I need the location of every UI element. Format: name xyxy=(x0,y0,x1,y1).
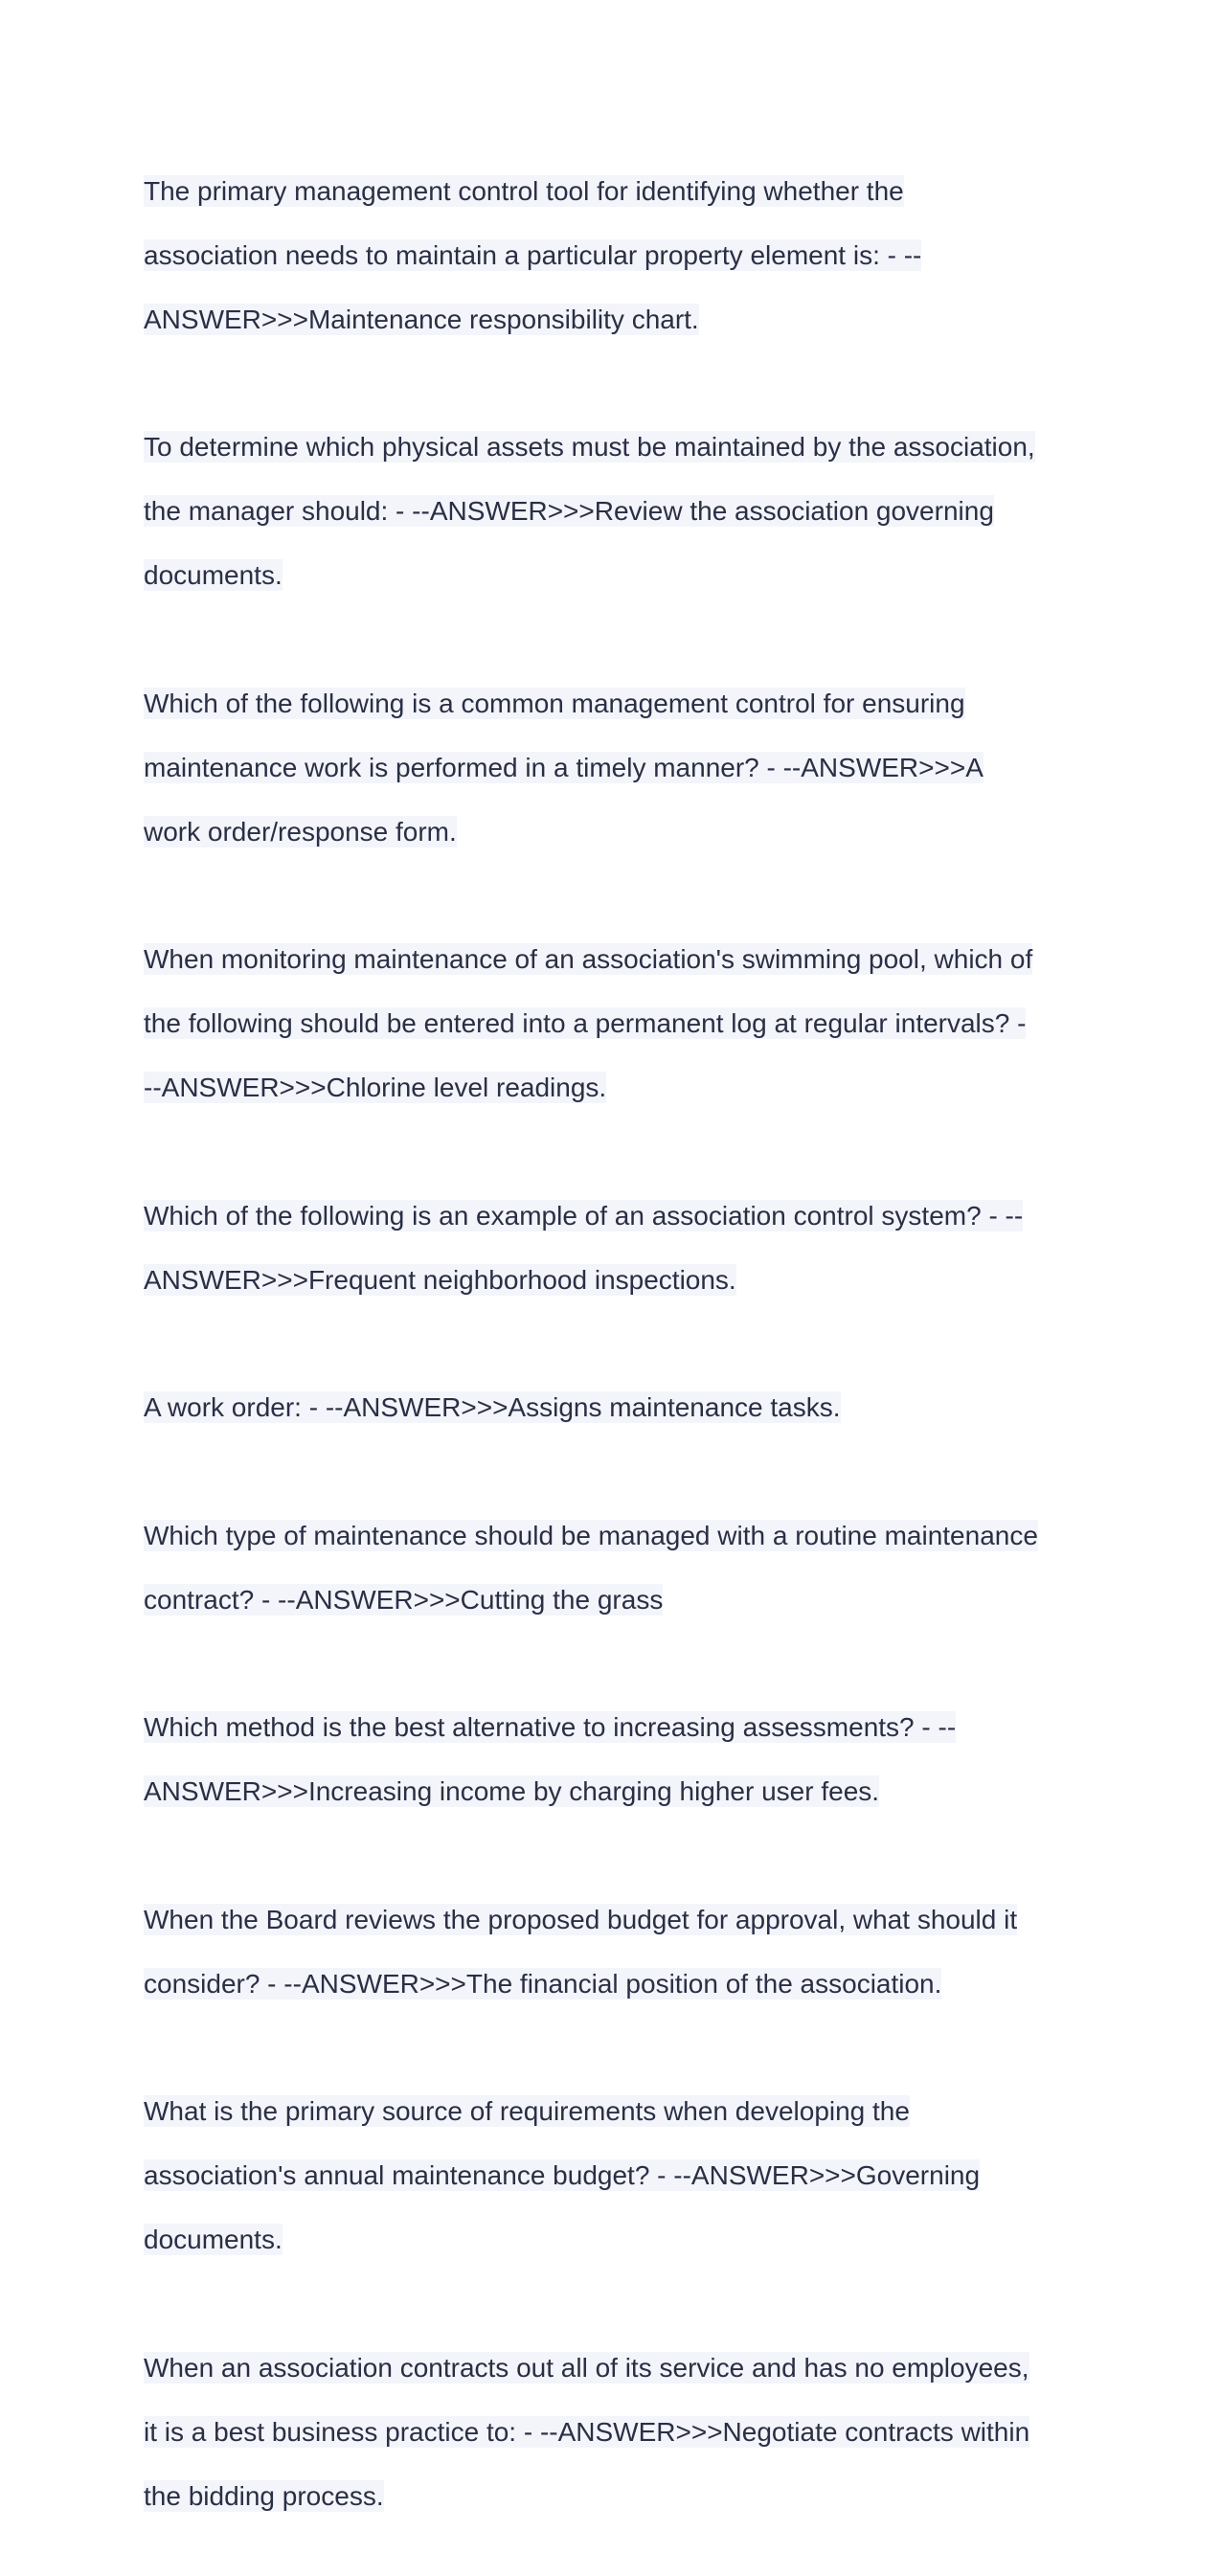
qa-line: What is the primary source of requirements when developing the xyxy=(144,2096,910,2126)
qa-entry-7 xyxy=(144,1487,1101,1648)
qa-entry-9 xyxy=(144,1871,1101,2032)
qa-line: Which of the following is a common management control for ensuring xyxy=(144,688,965,718)
qa-line: consider? - --ANSWER>>>The financial position of the association. xyxy=(144,1968,942,1999)
qa-line: A work order: - --ANSWER>>>Assigns maintenance tasks. xyxy=(144,1392,841,1422)
qa-line: ANSWER>>>Increasing income by charging higher user fees. xyxy=(144,1776,880,1806)
qa-entry-5 xyxy=(144,1167,1101,1328)
qa-line: documents. xyxy=(144,560,283,590)
qa-entry-11 xyxy=(144,2319,1101,2544)
qa-entry-10 xyxy=(144,2064,1101,2289)
qa-line: When monitoring maintenance of an association's swimming pool, which of xyxy=(144,944,1033,974)
qa-line: the bidding process. xyxy=(144,2480,384,2511)
qa-line: --ANSWER>>>Chlorine level readings. xyxy=(144,1073,607,1102)
qa-line: association's annual maintenance budget? - --ANSWER>>>Governing xyxy=(144,2160,981,2190)
qa-line: Which of the following is an example of an association control system? - -- xyxy=(144,1200,1024,1231)
qa-line: Which type of maintenance should be managed with a routine maintenance xyxy=(144,1520,1038,1550)
qa-entry-6 xyxy=(144,1360,1101,1457)
qa-line: the manager should: - --ANSWER>>>Review the association governing xyxy=(144,496,994,526)
qa-entry-1 xyxy=(144,143,1101,368)
qa-line: When the Board reviews the proposed budget for approval, what should it xyxy=(144,1904,1018,1934)
qa-line: ANSWER>>>Maintenance responsibility chart. xyxy=(144,304,699,334)
qa-line: work order/response form. xyxy=(144,816,457,847)
document-page xyxy=(144,143,1101,2576)
qa-line: it is a best business practice to: - --ANSWER>>>Negotiate contracts within xyxy=(144,2416,1030,2447)
qa-entry-4 xyxy=(144,912,1101,1137)
qa-line: the following should be entered into a permanent log at regular intervals? - xyxy=(144,1008,1027,1038)
qa-line: When an association contracts out all of its service and has no employees, xyxy=(144,2352,1029,2383)
qa-line: association needs to maintain a particular property element is: - -- xyxy=(144,239,922,270)
qa-line: contract? - --ANSWER>>>Cutting the grass xyxy=(144,1584,664,1615)
qa-line: Which method is the best alternative to increasing assessments? - -- xyxy=(144,1712,957,1742)
qa-line: ANSWER>>>Frequent neighborhood inspections. xyxy=(144,1264,736,1295)
qa-entry-2 xyxy=(144,399,1101,624)
qa-entry-8 xyxy=(144,1680,1101,1841)
qa-line: The primary management control tool for identifying whether the xyxy=(144,175,904,206)
qa-line: documents. xyxy=(144,2225,283,2254)
qa-line: maintenance work is performed in a timely manner? - --ANSWER>>>A xyxy=(144,752,984,782)
qa-line: To determine which physical assets must be maintained by the association, xyxy=(144,432,1035,462)
qa-entry-3 xyxy=(144,655,1101,880)
